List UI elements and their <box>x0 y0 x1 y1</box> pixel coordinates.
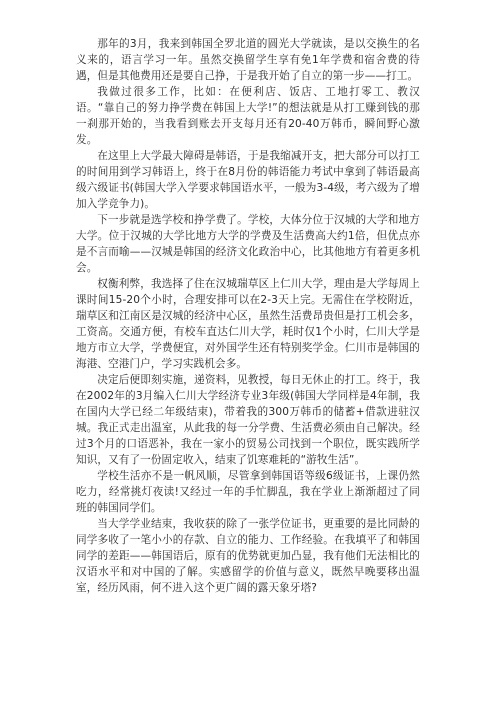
paragraph-2: 我做过很多工作，比如：在便利店、饭店、工地打零工、教汉语。“靠自己的努力挣学费在韩国上大学!”的想法就是从打工赚到钱的那一刹那开始的，当我看到账去开支每月还有20-40万韩币，瞬间野心激发。 <box>76 86 420 146</box>
paragraph-8: 当大学学业结束，我收获的除了一张学位证书，更重要的是比同龄的同学多收了一笔小小的存款、自立的能力、工作经验。在我填平了和韩国同学的差距——韩国语后，原有的优势就更加凸显，我有他们无法相比的汉语水平和对中国的了解。实感留学的价值与意义，既然早晚要移出温室，经历风雨，何不进入这个更广阔的露天象牙塔? <box>76 518 420 594</box>
paragraph-7: 学校生活亦不是一帆风顺，尽管拿到韩国语等级6级证书，上课仍然吃力，经常挑灯夜读!又经过一年的手忙脚乱，我在学业上渐渐超过了同班的韩国同学们。 <box>76 470 420 514</box>
paragraph-3: 在这里上大学最大障碍是韩语，于是我缩减开支，把大部分可以打工的时间用到学习韩语上，终于在8月份的韩语能力考试中拿到了韩语最高级六级证书(韩国大学入学要求韩国语水平，一般为3-4级，考六级为了增加入学竞争力)。 <box>76 150 420 210</box>
paragraph-1: 那年的3月，我来到韩国全罗北道的圆光大学就读，是以交换生的名义来的，语言学习一年。虽然交换留学生享有免1年学费和宿舍费的待遇，但是其他费用还是要自己挣，于是我开始了自立的第一步——打工。 <box>76 38 420 82</box>
paragraph-6: 决定后便即刻实施，递资料，见教授，每日无休止的打工。终于，我在2002年的3月编入仁川大学经济专业3年级(韩国大学同样是4年制，我在国内大学已经二年级结束)，带着我的300万韩币的储蓄+借款进驻汉城。我正式走出温室，从此我的每一分学费、生活费必须由自己解决。经过3个月的口语恶补，我在一家小的贸易公司找到一个职位，既实践所学知识，又有了一份固定收入，结束了饥寒难耗的“游牧生活”。 <box>76 374 420 466</box>
paragraph-4: 下一步就是选学校和挣学费了。学校，大体分位于汉城的大学和地方大学。位于汉城的大学比地方大学的学费及生活费高大约1倍，但优点亦是不言而喻——汉城是韩国的经济文化政治中心，比其他地方有着更多机会。 <box>76 214 420 274</box>
paragraph-5: 权衡利弊，我选择了住在汉城瑞草区上仁川大学，理由是大学每周上课时间15-20个小时，合理安排可以在2-3天上完。无需住在学校附近，瑞草区和江南区是汉城的经济中心区，虽然生活费昂贵但是打工机会多，工资高。交通方便，有校车直达仁川大学，耗时仅1个小时，仁川大学是地方市立大学，学费便宜，对外国学生还有特别奖学金。仁川市是韩国的海港、空港门户，学习实践机会多。 <box>76 278 420 370</box>
